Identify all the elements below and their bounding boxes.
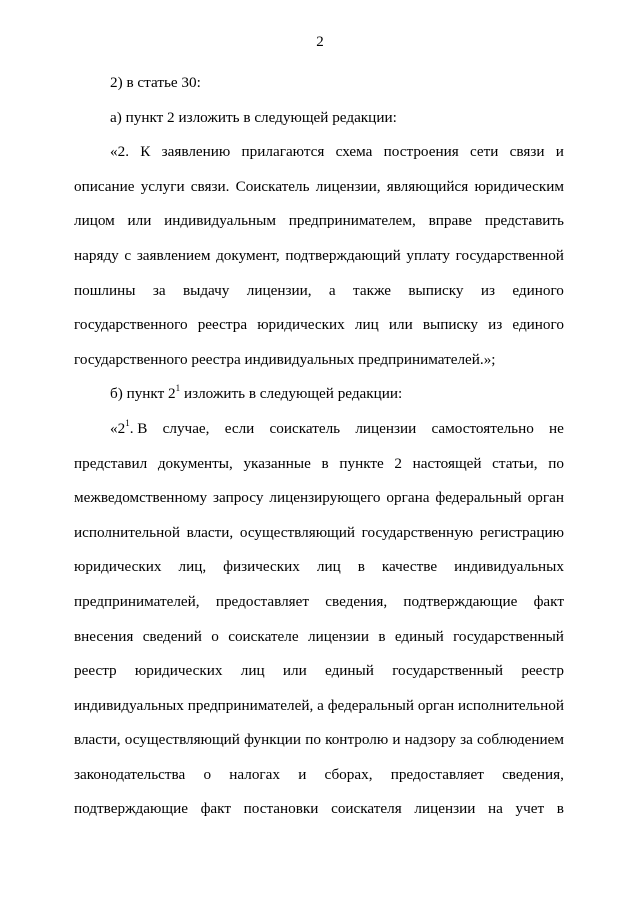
word: уплату	[406, 246, 451, 264]
word: услуги	[140, 177, 185, 195]
word: предоставляет	[215, 592, 310, 610]
word: реестр	[74, 662, 117, 680]
sub-b-prefix: б) пункт 2	[110, 385, 176, 403]
word: предоставляет	[390, 765, 484, 783]
word: лиц	[316, 558, 341, 576]
word: власти,	[74, 731, 121, 749]
word: по	[305, 731, 321, 749]
p2-line	[74, 239, 564, 274]
word: индивидуальных	[74, 696, 184, 714]
word: запросу	[213, 489, 264, 507]
p21-line	[74, 689, 564, 724]
word: и	[298, 765, 307, 783]
sub-b-suffix: изложить в следующей редакции:	[180, 385, 403, 403]
word: или	[127, 212, 152, 230]
word: государственную	[361, 523, 474, 541]
word: или	[388, 316, 413, 334]
paragraph-2-1-text	[74, 447, 564, 828]
word: законодательства	[74, 765, 186, 783]
word: единого	[512, 281, 564, 299]
word: реестра	[197, 316, 248, 334]
word: подтверждающие	[74, 800, 188, 818]
word: из	[480, 281, 495, 299]
word: на	[487, 800, 503, 818]
word: и	[555, 143, 564, 161]
p21-line	[74, 723, 564, 758]
word: единый	[325, 662, 374, 680]
word: лицензии	[414, 800, 476, 818]
word: «2.	[110, 143, 129, 161]
word: федеральный	[435, 489, 522, 507]
word: налогах	[229, 765, 280, 783]
word: случае,	[162, 419, 210, 437]
word: регистрацию	[479, 523, 564, 541]
word: пункте	[339, 454, 384, 472]
word: а	[328, 281, 336, 299]
item-2-text: 2) в статье 30:	[110, 74, 201, 91]
word: документ,	[216, 246, 280, 264]
word: внесения	[74, 627, 134, 645]
p21-line	[74, 620, 564, 655]
word: . В	[129, 419, 148, 437]
word: юридических	[74, 558, 162, 576]
item-2-heading	[74, 66, 564, 101]
word: представил	[74, 454, 148, 472]
word: исполнительной	[74, 523, 180, 541]
word: К	[140, 143, 151, 161]
word: в	[357, 558, 365, 576]
word: в	[556, 800, 564, 818]
p2-line	[74, 274, 564, 309]
word: не	[549, 419, 564, 437]
p21-line	[74, 654, 564, 689]
word: предпринимателей,	[187, 696, 314, 714]
word: лицензии	[355, 419, 417, 437]
p21-line	[74, 585, 564, 620]
page-number: 2	[316, 34, 324, 50]
word: лицензии,	[246, 281, 312, 299]
word: факт	[200, 800, 231, 818]
word: самостоятельно	[431, 419, 534, 437]
word: если	[224, 419, 255, 437]
word: лиц	[240, 662, 265, 680]
word: исполнительной	[457, 696, 564, 714]
word: орган	[417, 696, 455, 714]
word: орган	[527, 489, 564, 507]
word: лицензии	[307, 627, 369, 645]
word: функции	[244, 731, 302, 749]
word: в	[321, 454, 329, 472]
word: настоящей	[412, 454, 482, 472]
word: заявлением	[136, 246, 211, 264]
word: подтверждающие	[403, 592, 518, 610]
paragraph-2-last-text: государственного реестра индивидуальных предпринимателей.»;	[74, 350, 496, 368]
word: или	[282, 662, 307, 680]
p21-line	[74, 550, 564, 585]
word: постановки	[243, 800, 319, 818]
word: связи.	[190, 177, 230, 195]
paragraph-2-1-superscript: 1	[125, 417, 130, 428]
p21-line	[74, 792, 564, 827]
word: факт	[533, 592, 564, 610]
word: сведений	[142, 627, 202, 645]
document-body	[74, 66, 564, 827]
p21-line	[74, 516, 564, 551]
word: единого	[512, 316, 564, 334]
word: также	[353, 281, 391, 299]
p2-line	[74, 170, 564, 205]
word: контролю	[325, 731, 389, 749]
sub-a-heading	[74, 101, 564, 136]
word: физических	[223, 558, 300, 576]
word: соискатель	[269, 419, 341, 437]
word: и	[392, 731, 401, 749]
word: осуществляющий	[124, 731, 240, 749]
word: лиц	[354, 316, 379, 334]
word: представить	[484, 212, 564, 230]
word: индивидуальных	[454, 558, 564, 576]
word: пошлины	[74, 281, 136, 299]
word: власти,	[186, 523, 234, 541]
word: качестве	[381, 558, 438, 576]
word: соискателя	[331, 800, 402, 818]
word: надзору	[404, 731, 456, 749]
word: Соискатель	[235, 177, 310, 195]
word: по	[548, 454, 564, 472]
word: выписку	[408, 281, 464, 299]
word: сведения,	[502, 765, 564, 783]
word: лиц,	[178, 558, 207, 576]
word: о	[211, 627, 219, 645]
sub-a-text: а) пункт 2 изложить в следующей редакции:	[110, 108, 397, 126]
p21-line	[74, 447, 564, 482]
word: 2	[394, 454, 402, 472]
word: государственный	[453, 627, 564, 645]
word: индивидуальным	[164, 212, 276, 230]
word: документы,	[157, 454, 233, 472]
word: федеральный	[327, 696, 414, 714]
word: предпринимателем,	[288, 212, 416, 230]
word: лицензирующего	[269, 489, 381, 507]
word: сети	[469, 143, 499, 161]
word: описание	[74, 177, 135, 195]
word: в	[378, 627, 386, 645]
word: государственный	[392, 662, 504, 680]
word: осуществляющий	[239, 523, 356, 541]
word: являющийся	[386, 177, 469, 195]
word: вправе	[428, 212, 473, 230]
paragraph-2-text	[74, 135, 564, 343]
word: сборах,	[324, 765, 373, 783]
word	[110, 412, 147, 447]
word: указанные	[243, 454, 311, 472]
word: сведения,	[325, 592, 388, 610]
word: наряду	[74, 246, 119, 264]
paragraph-2-last-line	[74, 343, 564, 378]
word: связи	[509, 143, 545, 161]
word: прилагаются	[241, 143, 325, 161]
word: соблюдением	[477, 731, 564, 749]
paragraph-2-1-prefix: «2	[110, 419, 126, 437]
p2-line	[74, 135, 564, 170]
sub-b-text	[110, 377, 402, 412]
sub-b-heading	[74, 377, 564, 412]
word: заявлению	[161, 143, 231, 161]
word: органа	[386, 489, 430, 507]
p2-line	[74, 204, 564, 239]
word: выписку	[422, 316, 478, 334]
word: юридическим	[474, 177, 564, 195]
p21-line	[74, 758, 564, 793]
word: реестр	[521, 662, 564, 680]
paragraph-2-1-first-line	[74, 412, 564, 447]
word: предпринимателей,	[74, 592, 200, 610]
word: о	[203, 765, 212, 783]
word: соискателе	[228, 627, 299, 645]
word: учет	[515, 800, 545, 818]
word: юридических	[257, 316, 345, 334]
word: статьи,	[492, 454, 538, 472]
word: выдачу	[182, 281, 230, 299]
word: за	[460, 731, 473, 749]
p2-line	[74, 308, 564, 343]
word: лицом	[74, 212, 115, 230]
word: а	[317, 696, 324, 714]
p21-line	[74, 481, 564, 516]
word: за	[152, 281, 166, 299]
word: с	[124, 246, 132, 264]
word: государственной	[455, 246, 564, 264]
word: схема	[335, 143, 373, 161]
word: единый	[394, 627, 444, 645]
sub-b-superscript: 1	[175, 383, 181, 394]
word: из	[488, 316, 503, 334]
word: юридических	[134, 662, 223, 680]
word: построения	[383, 143, 459, 161]
word: подтверждающий	[285, 246, 401, 264]
word: лицензии,	[315, 177, 381, 195]
word: межведомственному	[74, 489, 208, 507]
word: государственного	[74, 316, 188, 334]
